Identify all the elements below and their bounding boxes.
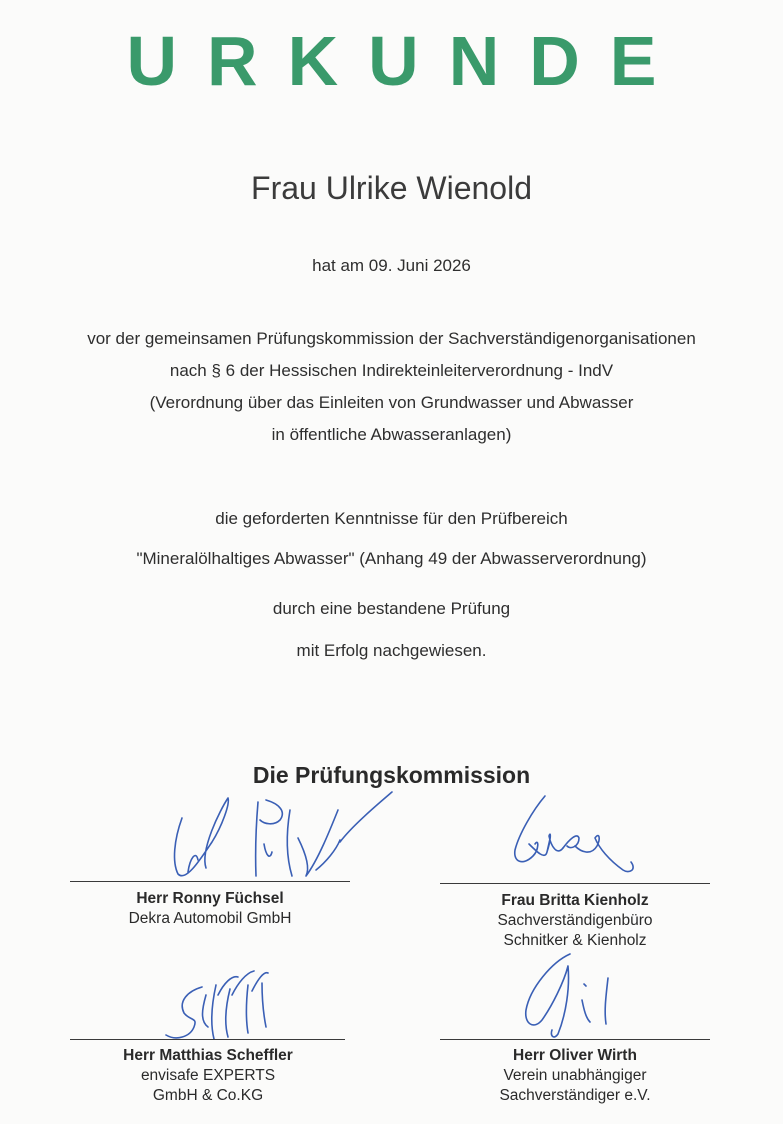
- exam-area-line: "Mineralölhaltiges Abwasser" (Anhang 49 der Abwasserverordnung): [136, 549, 647, 568]
- signer-name: Herr Ronny Füchsel: [136, 890, 284, 907]
- regulation-line: nach § 6 der Hessischen Indirekteinleiterverordnung - IndV: [169, 361, 614, 380]
- signer-name: Herr Oliver Wirth: [513, 1047, 637, 1064]
- signature-wirth: [512, 948, 642, 1043]
- signer-org-line: Verein unabhängiger: [503, 1067, 647, 1084]
- signer-org-line: envisafe EXPERTS: [140, 1067, 276, 1084]
- exam-date-line: hat am 09. Juni 2026: [312, 256, 471, 275]
- signature-fuechsel: [160, 790, 400, 885]
- signer-block: [435, 891, 715, 951]
- regulation-line: vor der gemeinsamen Prüfungskommission der Sachverständigenorganisationen: [87, 329, 696, 348]
- signature-kienholz: [505, 782, 655, 882]
- signer-block: [435, 1046, 715, 1106]
- signer-org-line: Sachverständiger e.V.: [499, 1087, 651, 1104]
- signer-block: [70, 889, 350, 929]
- regulation-line: (Verordnung über das Einleiten von Grundwasser und Abwasser: [149, 393, 634, 412]
- signature-line: [70, 881, 350, 882]
- signer-org-line: Dekra Automobil GmbH: [128, 910, 292, 927]
- exam-result-line: mit Erfolg nachgewiesen.: [296, 641, 487, 660]
- signer-name: Frau Britta Kienholz: [501, 892, 649, 909]
- commission-heading: Die Prüfungskommission: [252, 762, 531, 788]
- signer-name: Herr Matthias Scheffler: [123, 1047, 293, 1064]
- exam-field-line: die geforderten Kenntnisse für den Prüfbereich: [215, 509, 568, 528]
- signature-scheffler: [158, 965, 288, 1045]
- regulation-block: [0, 328, 783, 456]
- exam-result-line: durch eine bestandene Prüfung: [272, 599, 511, 618]
- certificate-title: URKUNDE: [126, 22, 687, 100]
- signer-org-line: GmbH & Co.KG: [152, 1087, 264, 1104]
- signature-line: [440, 883, 710, 884]
- signer-org-line: Sachverständigenbüro: [497, 912, 653, 929]
- regulation-line: in öffentliche Abwasseranlagen): [271, 425, 512, 444]
- signature-line: [70, 1039, 345, 1040]
- signer-block: [68, 1046, 348, 1106]
- recipient-name: Frau Ulrike Wienold: [251, 170, 532, 206]
- exam-result-block: [0, 598, 783, 682]
- signature-line: [440, 1039, 710, 1040]
- signer-org-line: Schnitker & Kienholz: [503, 932, 647, 949]
